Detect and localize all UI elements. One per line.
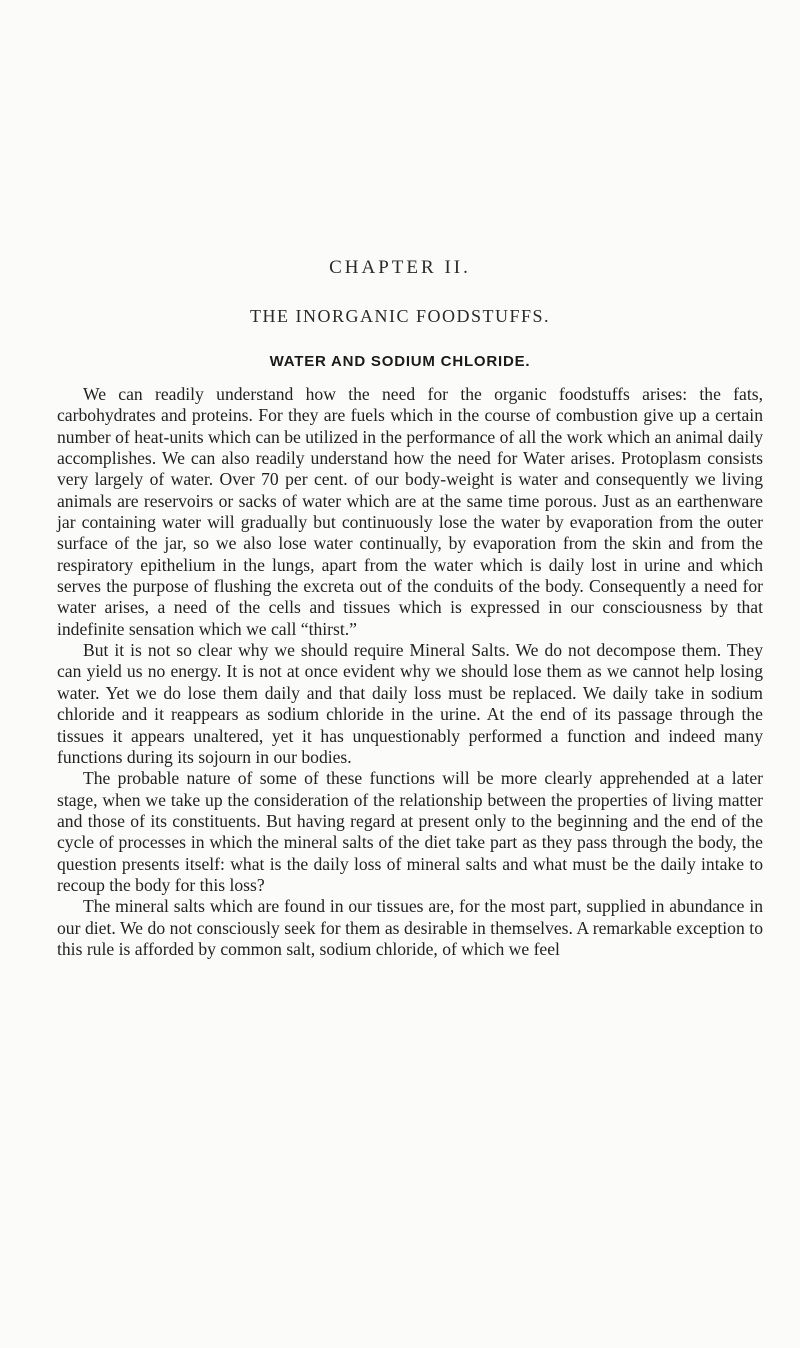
chapter-title: THE INORGANIC FOODSTUFFS. <box>249 306 551 326</box>
paragraph-mineral-salts: But it is not so clear why we should require Mineral Salts. We do not decompose them. They can yield us no energy. It is not at once evident why we should lose them as we cannot help losing water. Yet we do lose them daily and that daily loss must be replaced. We daily take in sodium chloride and it reappears as sodium chloride in the urine. At the end of its passage through the tissues it appears unaltered, yet it has unquestionably performed a function and indeed many functions during its sojourn in our bodies. <box>57 640 763 767</box>
paragraph-functions: The probable nature of some of these functions will be more clearly apprehended at a later stage, when we take up the consideration of the relationship between the properties of living matter and those of its constituents. But having regard at present only to the beginning and the end of the cycle of processes in which the mineral salts of the diet take part as they pass through the body, the question presents itself: what is the daily loss of mineral salts and what must be the daily intake to recoup the body for this loss? <box>57 768 763 895</box>
body-text <box>57 384 763 960</box>
paragraph-water: We can readily understand how the need for the organic foodstuffs arises: the fats, carbohydrates and proteins. For they are fuels which in the course of combustion give up a certain number of heat-units which can be utilized in the performance of all the work which an animal daily accomplishes. We can also readily understand how the need for Water arises. Protoplasm consists very largely of water. Over 70 per cent. of our body-weight is water and consequently we living animals are reservoirs or sacks of water which are at the same time porous. Just as an earthenware jar containing water will gradually but continuously lose the water by evaporation from the outer surface of the jar, so we also lose water continually, by evaporation from the skin and from the respiratory epithelium in the lungs, apart from the water which is daily lost in urine and which serves the purpose of flushing the excreta out of the conduits of the body. Consequently a need for water arises, a need of the cells and tissues which is expressed in our consciousness by that indefinite sensation which we call “thirst.” <box>57 384 763 639</box>
chapter-number: CHAPTER II. <box>329 257 471 278</box>
paragraph-common-salt: The mineral salts which are found in our tissues are, for the most part, supplied in abundance in our diet. We do not consciously seek for them as desirable in themselves. A remarkable exception to this rule is afforded by common salt, sodium chloride, of which we feel <box>57 896 763 959</box>
section-heading: WATER AND SODIUM CHLORIDE. <box>269 353 531 370</box>
